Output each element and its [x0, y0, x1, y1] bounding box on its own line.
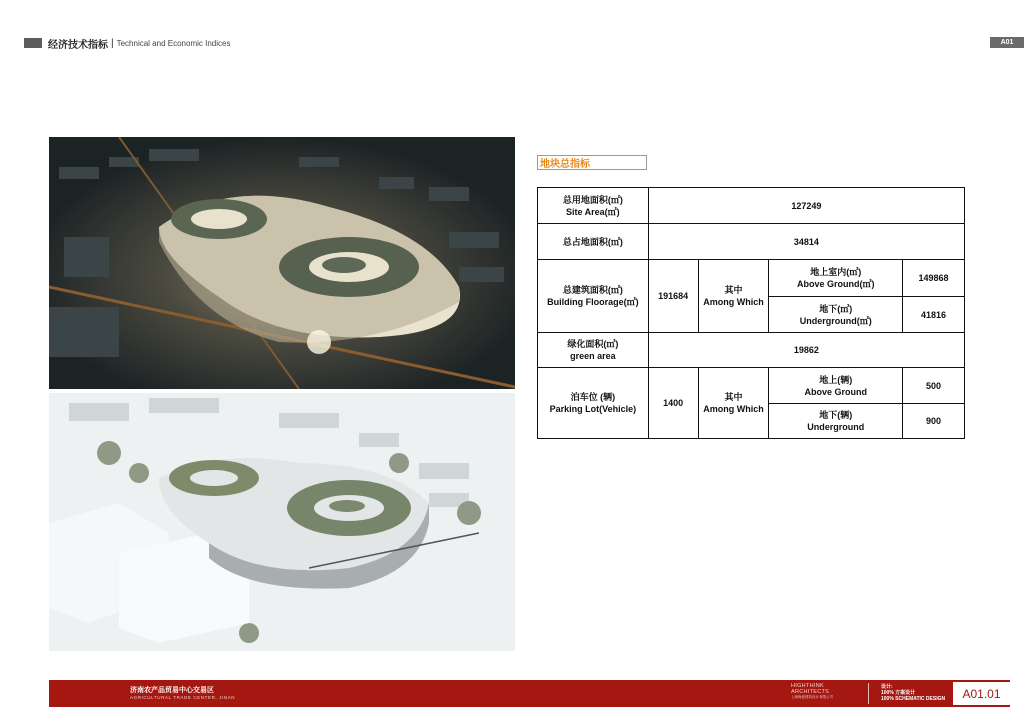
parking-above-label — [769, 368, 903, 404]
header-title-cn: 经济技术指标 — [48, 39, 108, 51]
floorage-above-en: Above Ground(㎡) — [797, 279, 875, 289]
parking-under-cn: 地下(辆) — [819, 410, 853, 420]
footer-firm-logo — [791, 683, 829, 695]
footer-design-line1: 100% 方案设计 — [881, 690, 916, 696]
site-area-value: 127249 — [648, 188, 964, 224]
parking-under-label — [769, 404, 903, 439]
parking-label — [538, 368, 649, 439]
occupied-area-label: 总占地面积(㎡) — [538, 224, 649, 260]
floorage-among-cn: 其中 — [724, 285, 743, 295]
page-tag: A01 — [990, 37, 1024, 48]
green-label — [538, 333, 649, 368]
floorage-under-cn: 地下(㎡) — [819, 303, 853, 314]
night-aerial-rendering — [49, 137, 515, 389]
page-header — [24, 37, 230, 49]
parking-among-cn: 其中 — [724, 392, 743, 402]
floorage-among-en: Among Which — [703, 297, 764, 307]
table-row — [538, 188, 965, 224]
floorage-under-en: Underground(㎡) — [799, 315, 872, 326]
floorage-label-cn: 总建筑面积(㎡) — [562, 285, 623, 295]
footer-firm-small: 上海海意建筑设计有限公司 — [791, 695, 833, 699]
green-label-cn: 绿化面积(㎡) — [567, 339, 619, 349]
parking-above-en: Above Ground — [804, 386, 868, 397]
table-row — [538, 260, 965, 297]
floorage-above-cn: 地上室内(㎡) — [810, 267, 862, 277]
floorage-value: 191684 — [648, 260, 698, 333]
footer-divider — [868, 683, 869, 704]
sheet-code: A01.01 — [953, 682, 1010, 705]
floorage-label — [538, 260, 649, 333]
footer-project-en: AGRICULTURAL TRADE CENTER, JINAN — [130, 695, 236, 700]
floorage-label-en: Building Floorage(㎡) — [547, 297, 639, 307]
header-separator: | — [111, 37, 114, 49]
occupied-area-value: 34814 — [648, 224, 964, 260]
floorage-above-value: 149868 — [903, 260, 965, 297]
footer-firm-line1: HIGHTHINK — [791, 683, 824, 689]
parking-above-value: 500 — [903, 368, 965, 404]
parking-among — [698, 368, 769, 439]
site-area-label — [538, 188, 649, 224]
parking-value: 1400 — [648, 368, 698, 439]
parking-under-value: 900 — [903, 404, 965, 439]
parking-label-cn: 泊车位 (辆) — [570, 392, 616, 402]
parking-label-en: Parking Lot(Vehicle) — [549, 404, 637, 414]
table-row — [538, 224, 965, 260]
table-row — [538, 368, 965, 404]
floorage-among — [698, 260, 769, 333]
footer-design-stage — [881, 684, 945, 702]
header-marker — [24, 38, 42, 48]
footer-firm-line2: ARCHITECTS — [791, 689, 830, 695]
parking-under-en: Underground — [807, 422, 865, 432]
parking-above-cn: 地上(辆) — [819, 374, 853, 385]
floorage-under-label — [769, 297, 903, 333]
day-aerial-rendering — [49, 393, 515, 651]
indices-table — [537, 187, 965, 439]
table-row — [538, 333, 965, 368]
floorage-above-label — [769, 260, 903, 297]
header-title-en: Technical and Economic Indices — [116, 38, 231, 48]
floorage-under-value: 41816 — [903, 297, 965, 333]
green-value: 19862 — [648, 333, 964, 368]
section-title: 地块总指标 — [537, 155, 647, 170]
site-area-label-en: Site Area(㎡) — [566, 206, 620, 217]
parking-among-en: Among Which — [703, 404, 764, 414]
footer-project-cn: 济南农产品贸易中心交易区 — [130, 687, 214, 694]
footer-bar — [49, 680, 1010, 707]
site-area-label-cn: 总用地面积(㎡) — [562, 194, 623, 205]
green-label-en: green area — [570, 351, 616, 361]
footer-design-line2: 100% SCHEMATIC DESIGN — [881, 696, 946, 702]
footer-design-label: 设计: — [881, 684, 893, 690]
